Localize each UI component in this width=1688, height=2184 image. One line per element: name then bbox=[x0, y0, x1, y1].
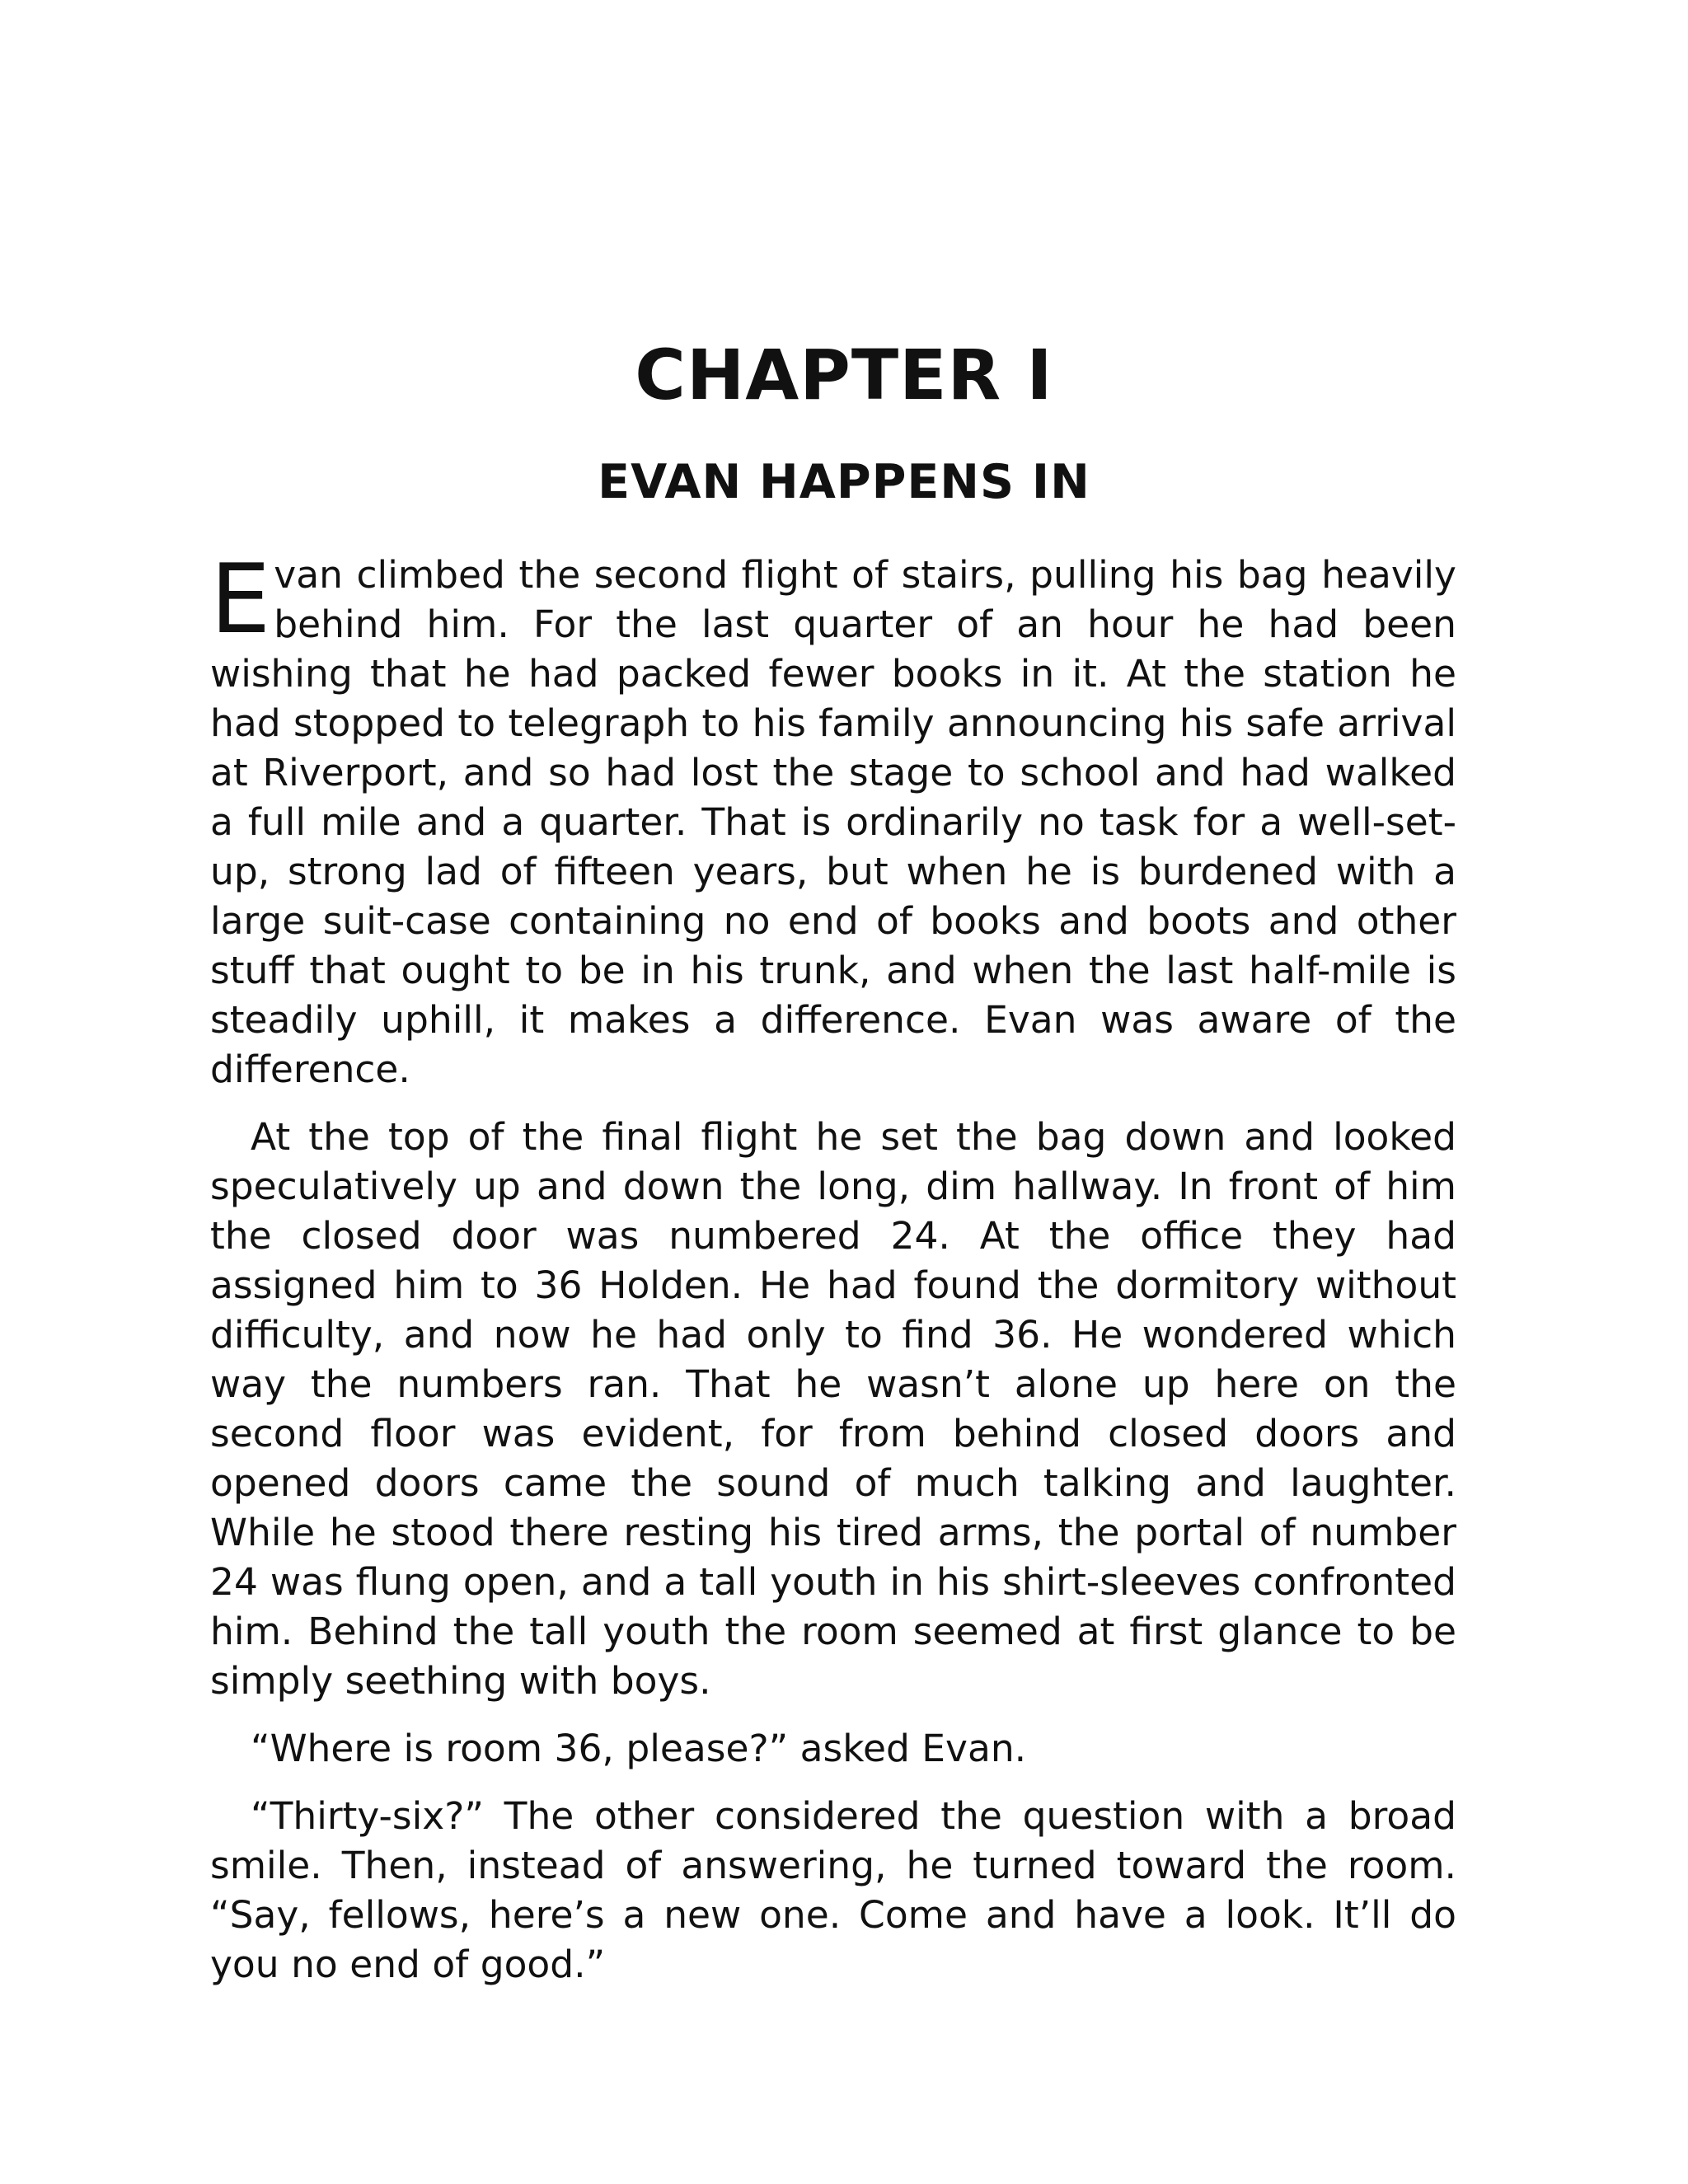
chapter-number: CHAPTER I bbox=[635, 335, 1053, 415]
drop-cap: E bbox=[210, 544, 271, 655]
paragraph-4: “Thirty-six?” The other considered the question with a broad smile. Then, instead of answering, he turned toward the room. “Say, fellows, here’s a new one. Come and have a look. It’ll do you no end of good.” bbox=[210, 1794, 1456, 1986]
paragraph-3: “Where is room 36, please?” asked Evan. bbox=[251, 1727, 1027, 1770]
paragraph-1 bbox=[210, 544, 1456, 1094]
paragraph-2: At the top of the final flight he set the bag down and looked speculatively up and down the long, dim hallway. In front of him the closed door was numbered 24. At the office they had assigned him to 36 Holden. He had found the dormitory without difficulty, and now he had only to find 36. He wondered which way the numbers ran. That he wasn’t alone up here on the second floor was evident, for from behind closed doors and opened doors came the sound of much talking and laughter. While he stood there resting his tired arms, the portal of number 24 was flung open, and a tall youth in his shirt-sleeves confronted him. Behind the tall youth the room seemed at first glance to be simply seething with boys. bbox=[210, 1115, 1456, 1703]
paragraph-1-text: van climbed the second flight of stairs, pulling his bag heavily behind him. For the last quarter of an hour he had been wishing that he had packed fewer books in it. At the station he had stopped to telegraph to his family announcing his safe arrival at Riverport, and so had lost the stage to school and had walked a full mile and a quarter. That is ordinarily no task for a well-set-up, strong lad of fifteen years, but when he is burdened with a large suit-case containing no end of books and boots and other stuff that ought to be in his trunk, and when the last half-mile is steadily uphill, it makes a difference. Evan was aware of the difference. bbox=[210, 553, 1456, 1091]
chapter-body bbox=[210, 544, 1456, 2008]
chapter-title: EVAN HAPPENS IN bbox=[598, 455, 1090, 509]
